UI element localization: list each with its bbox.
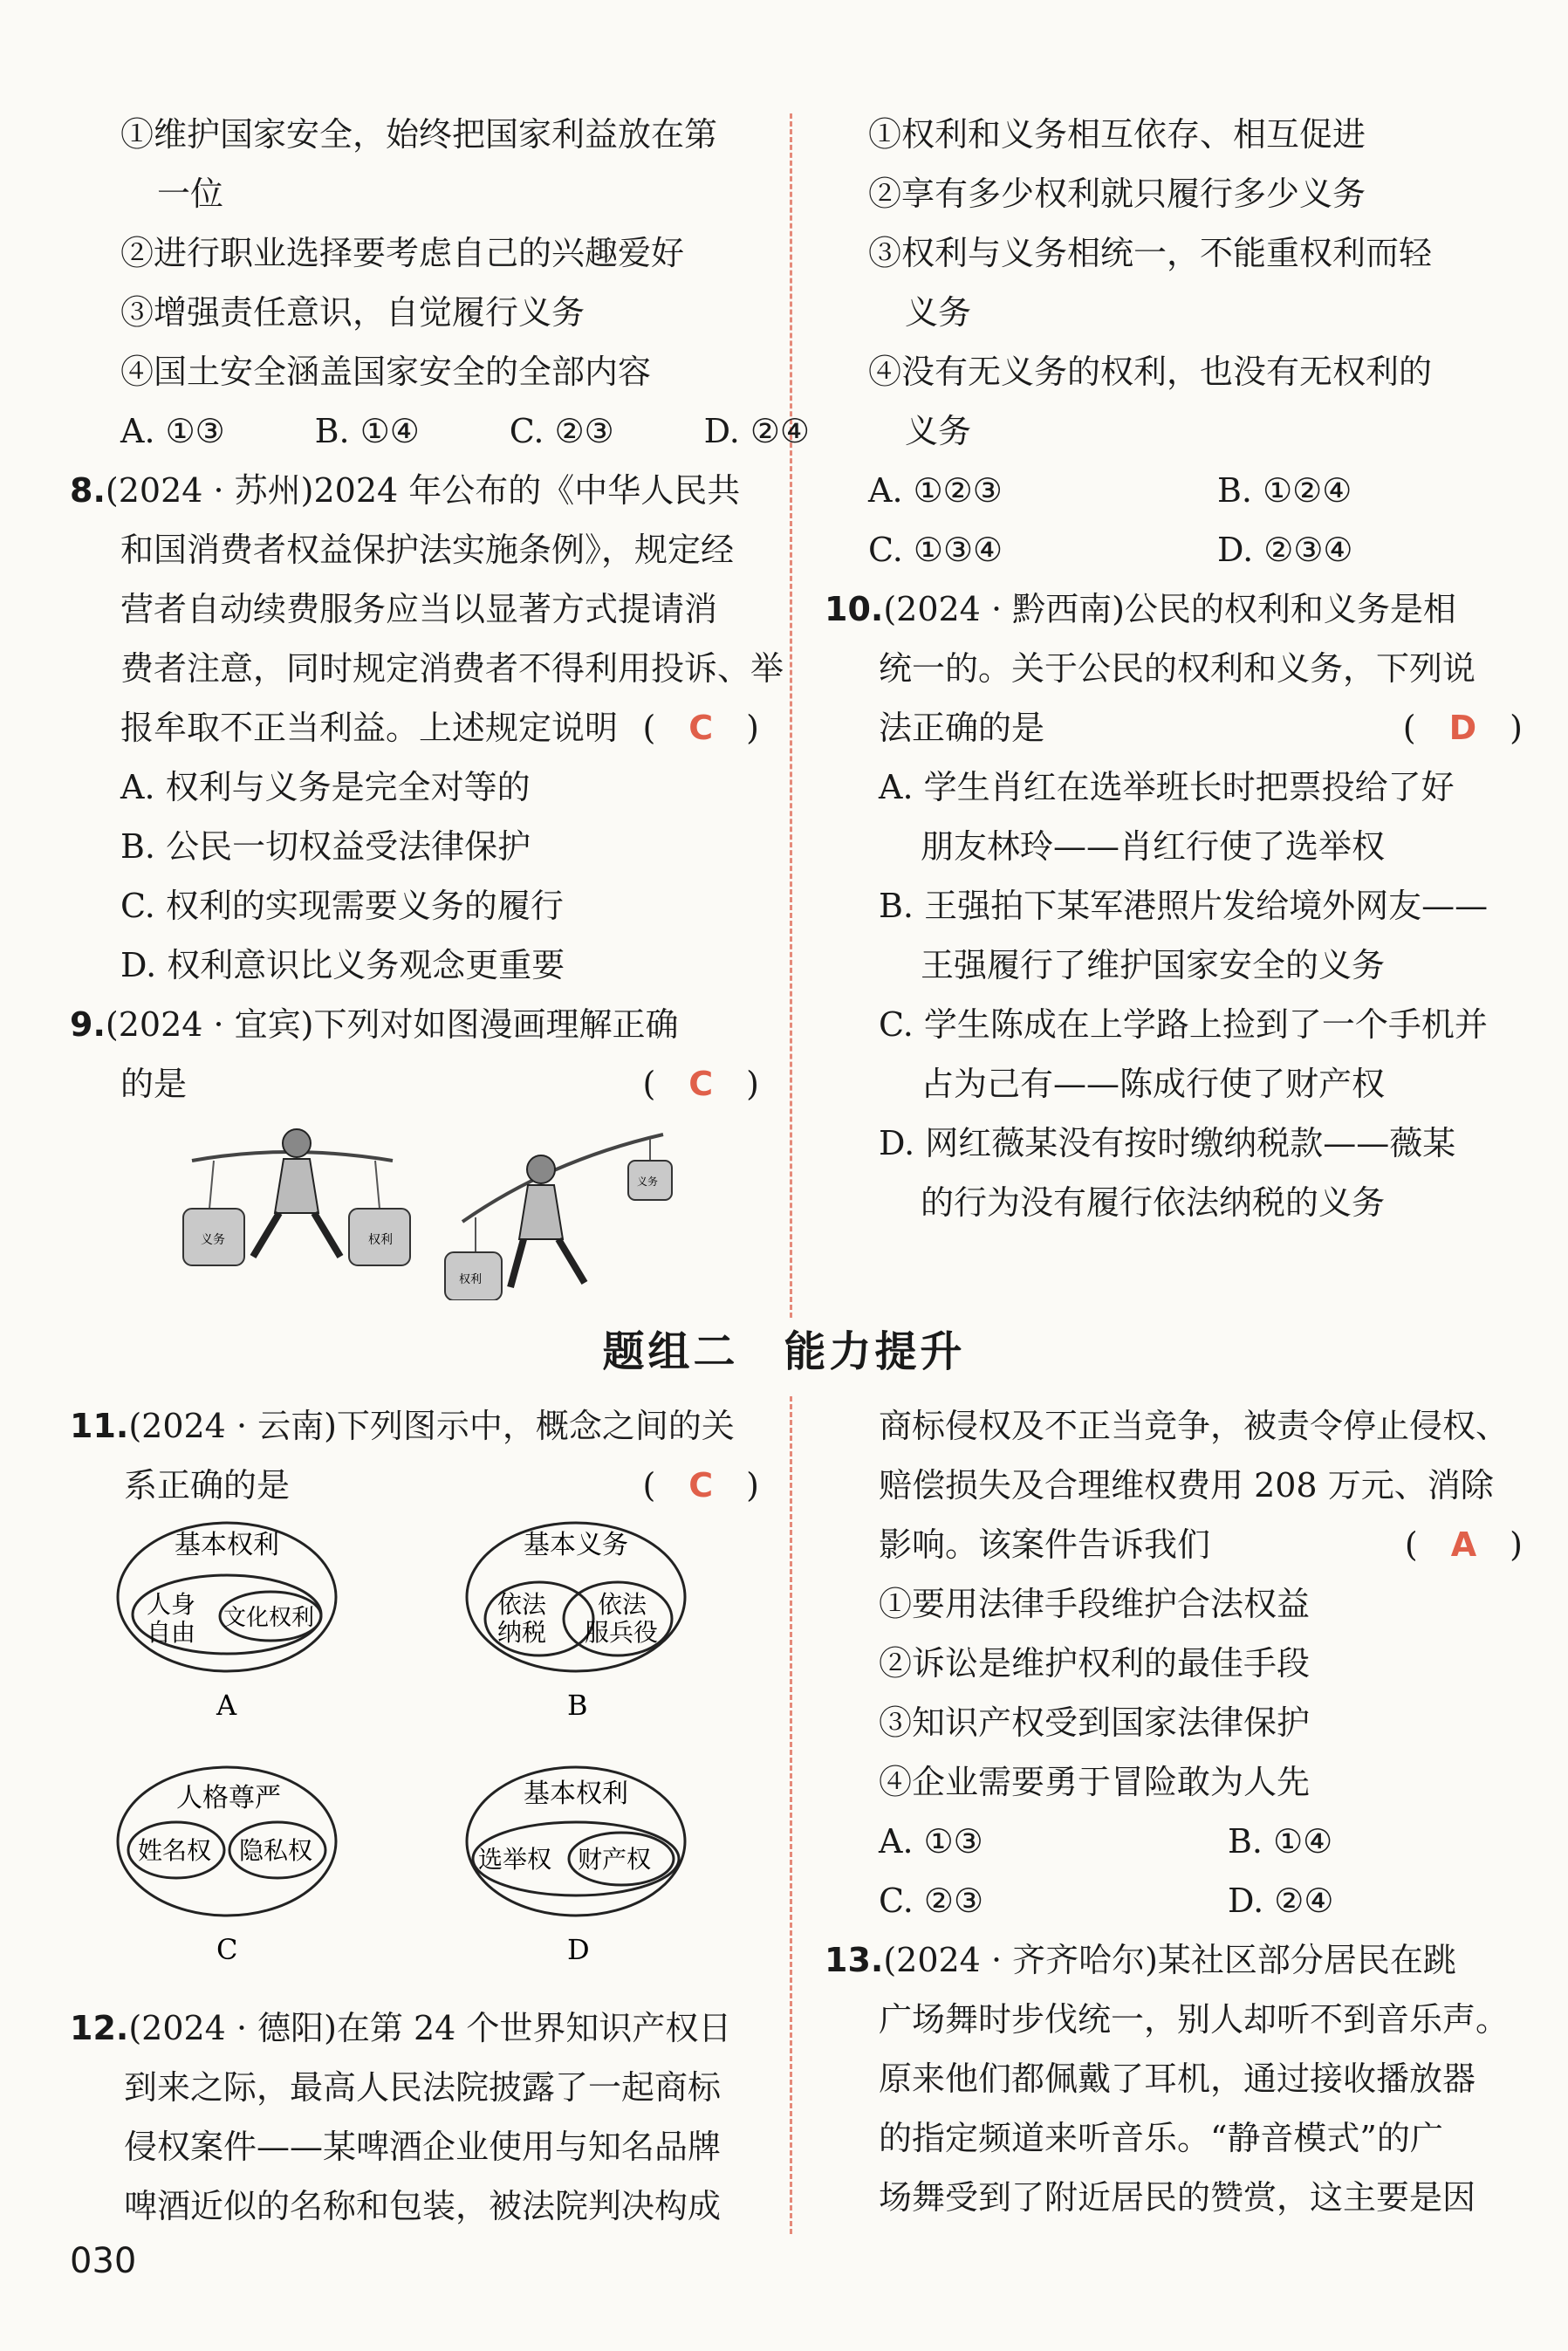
q8-option-c: C. 权利的实现需要义务的履行: [120, 887, 564, 925]
q10-option-c-cont: 占为己有——陈成行使了财产权: [921, 1065, 1386, 1103]
q10-line-2: 统一的。关于公民的权利和义务，下列说: [879, 649, 1476, 688]
q12-option-b: B. ①④: [1228, 1822, 1333, 1861]
q9-text-1: (2024 · 宜宾)下列对如图漫画理解正确: [105, 1005, 679, 1044]
cartoon-label-1: 义务: [201, 1233, 225, 1247]
q12-line-2: 到来之际，最高人民法院披露了一起商标: [124, 2068, 722, 2107]
q12-answer-paren: ( A ): [1404, 1525, 1523, 1564]
diagram-a-outer: 基本权利: [175, 1530, 279, 1560]
q13-number: 13.: [825, 1941, 884, 1979]
q10-answer-paren: ( D ): [1402, 709, 1523, 747]
q12-answer: A: [1450, 1525, 1477, 1564]
q12-cont-text-3: 影响。该案件告诉我们: [879, 1525, 1211, 1564]
q9-option-d: D. ②③④: [1217, 531, 1353, 569]
q7-option-a: A. ①③: [120, 412, 225, 450]
cartoon-label-3: 权利: [459, 1273, 483, 1286]
q13-line-4: 的指定频道来听音乐。“静音模式”的广: [879, 2119, 1443, 2157]
q10-option-a: A. 学生肖红在选举班长时把票投给了好: [879, 768, 1455, 806]
q8-line-1: [70, 461, 759, 520]
q11-line-1: [70, 1396, 759, 1456]
q7-item-1-cont: 一位: [157, 175, 224, 213]
q7-option-c: C. ②③: [509, 412, 614, 450]
left-lower-column: [70, 1396, 759, 1515]
q11-answer-paren: ( C ): [642, 1466, 759, 1505]
diagram-d-b: 财产权: [578, 1845, 652, 1874]
diagram-b-a2: 纳税: [497, 1618, 547, 1647]
q10-option-c: C. 学生陈成在上学路上捡到了一个手机并: [879, 1005, 1488, 1044]
q12-text-1: (2024 · 德阳)在第 24 个世界知识产权日: [128, 2009, 732, 2047]
diagram-b-b2: 服兵役: [585, 1618, 659, 1647]
diagram-c: [118, 1767, 336, 1966]
cartoon-label-2: 权利: [368, 1233, 393, 1247]
q12-option-d: D. ②④: [1228, 1881, 1334, 1920]
q7-option-d: D. ②④: [703, 412, 810, 450]
q8-option-d: D. 权利意识比义务观念更重要: [120, 946, 565, 984]
q13-text-1: (2024 · 齐齐哈尔)某社区部分居民在跳: [883, 1941, 1456, 1979]
diagram-c-b: 隐私权: [239, 1836, 313, 1865]
q11-text-1: (2024 · 云南)下列图示中，概念之间的关: [128, 1407, 735, 1445]
q9-option-b: B. ①②④: [1217, 471, 1352, 510]
q11-answer: C: [688, 1466, 714, 1505]
diagram-d-outer: 基本权利: [524, 1779, 628, 1809]
diagram-a-inner-a2: 自由: [147, 1618, 196, 1647]
q13-line-3: 原来他们都佩戴了耳机，通过接收播放器: [879, 2060, 1476, 2098]
q10-option-d-cont: 的行为没有履行依法纳税的义务: [921, 1183, 1386, 1222]
diagram-b-b1: 依法: [598, 1590, 647, 1619]
q9-item-3-cont: 义务: [905, 293, 972, 332]
diagram-b: [467, 1523, 685, 1722]
cartoon-balanced-figure: [183, 1129, 410, 1265]
q7-item-4: ④国土安全涵盖国家安全的全部内容: [120, 353, 652, 391]
q11-diagrams: [113, 1510, 742, 1981]
q12-block: [70, 1998, 759, 2236]
diagram-d-a: 选举权: [478, 1845, 552, 1874]
q9-options-row-1: [825, 461, 1523, 520]
q10-option-b-cont: 王强履行了维护国家安全的义务: [921, 946, 1386, 984]
diagram-d-letter: D: [567, 1933, 590, 1966]
q12-option-a: A. ①③: [879, 1822, 983, 1861]
q9-text-2: 的是: [120, 1065, 188, 1103]
q7-item-2: ②进行职业选择要考虑自己的兴趣爱好: [120, 234, 685, 272]
q8-option-b: B. 公民一切权益受法律保护: [120, 827, 531, 866]
column-divider-top: [790, 113, 792, 1318]
head-icon: [527, 1155, 555, 1183]
q12-item-3: ③知识产权受到国家法律保护: [879, 1703, 1311, 1742]
head-icon: [283, 1129, 311, 1157]
column-divider-bottom: [790, 1396, 792, 2234]
section-title: 题组二 能力提升: [602, 1327, 966, 1376]
q9-answer: C: [688, 1065, 714, 1103]
q9-item-3: ③权利与义务相统一，不能重权利而轻: [868, 234, 1433, 272]
diagram-a-inner-a1: 人身: [147, 1590, 196, 1619]
q11-text-2: 系正确的是: [124, 1466, 291, 1505]
page-number: 030: [70, 2241, 137, 2281]
q10-text-3: 法正确的是: [879, 709, 1045, 747]
right-lower-column: [825, 1396, 1523, 2227]
q7-item-3: ③增强责任意识，自觉履行义务: [120, 293, 585, 332]
diagram-a-letter: A: [216, 1689, 237, 1722]
q9-item-4-cont: 义务: [905, 412, 972, 450]
q9-line-2: [70, 1054, 759, 1114]
q8-line-2: 和国消费者权益保护法实施条例》，规定经: [120, 531, 735, 569]
q12-cont-line-3: [825, 1515, 1523, 1574]
q10-number: 10.: [825, 590, 884, 628]
q9-answer-paren: ( C ): [642, 1065, 759, 1103]
left-column: [70, 105, 810, 1114]
diagram-b-outer: 基本义务: [524, 1530, 628, 1560]
q8-line-3: 营者自动续费服务应当以显著方式提请消: [120, 590, 718, 628]
q9-item-1: ①权利和义务相互依存、相互促进: [868, 115, 1366, 154]
q13-line-1: [825, 1930, 1523, 1990]
q12-item-4: ④企业需要勇于冒险敢为人先: [879, 1763, 1311, 1801]
diagram-c-a: 姓名权: [138, 1836, 212, 1865]
cartoon-label-4: 义务: [637, 1176, 659, 1188]
q13-line-5: 场舞受到了附近居民的赞赏，这主要是因: [879, 2178, 1476, 2217]
diagram-c-letter: C: [216, 1933, 238, 1966]
q8-line-5: [70, 698, 759, 757]
q9-number: 9.: [70, 1005, 106, 1044]
q10-text-1: (2024 · 黔西南)公民的权利和义务是相: [883, 590, 1456, 628]
q8-text-5: 报牟取不正当利益。上述规定说明: [120, 709, 619, 747]
diagram-c-outer: 人格尊严: [176, 1783, 281, 1813]
q12-item-2: ②诉讼是维护权利的最佳手段: [879, 1644, 1311, 1683]
q12-option-c: C. ②③: [879, 1881, 984, 1920]
cartoon-unbalanced-figure: [445, 1134, 672, 1300]
q10-answer: D: [1448, 709, 1477, 747]
q9-option-c: C. ①③④: [868, 531, 1003, 569]
q8-line-4: 费者注意，同时规定消费者不得利用投诉、举: [120, 649, 784, 688]
q7-item-1: ①维护国家安全，始终把国家利益放在第: [120, 115, 718, 154]
q12-cont-line-1: 商标侵权及不正当竞争，被责令停止侵权、: [879, 1407, 1510, 1445]
q12-item-1: ①要用法律手段维护合法权益: [879, 1585, 1311, 1623]
q9-cartoon: [175, 1126, 698, 1300]
q12-line-3: 侵权案件——某啤酒企业使用与知名品牌: [124, 2128, 722, 2166]
q12-line-4: 啤酒近似的名称和包装，被法院判决构成: [124, 2187, 722, 2225]
q10-option-d: D. 网红薇某没有按时缴纳税款——薇某: [879, 1124, 1456, 1162]
diagram-d: [467, 1767, 685, 1966]
q10-option-a-cont: 朋友林玲——肖红行使了选举权: [921, 827, 1386, 866]
q9-item-4: ④没有无义务的权利，也没有无权利的: [868, 353, 1433, 391]
q11-line-2: [70, 1456, 759, 1515]
q11-number: 11.: [70, 1407, 129, 1445]
q9-line-1: [70, 995, 759, 1054]
q13-line-2: 广场舞时步伐统一，别人却听不到音乐声。: [879, 2000, 1510, 2039]
q12-line-1: [70, 1998, 759, 2058]
q9-option-a: A. ①②③: [868, 471, 1003, 510]
diagram-b-a1: 依法: [497, 1590, 547, 1619]
q12-options-row-1: [825, 1812, 1523, 1871]
q9-item-2: ②享有多少权利就只履行多少义务: [868, 175, 1366, 213]
q8-answer-paren: ( C ): [642, 709, 759, 747]
q7-option-b: B. ①④: [314, 412, 420, 450]
q8-text-1: (2024 · 苏州)2024 年公布的《中华人民共: [105, 471, 741, 510]
q12-cont-line-2: 赔偿损失及合理维权费用 208 万元、消除: [879, 1466, 1494, 1505]
q8-answer: C: [688, 709, 714, 747]
q10-line-1: [825, 579, 1523, 639]
q7-options: [70, 401, 810, 461]
q8-option-a: A. 权利与义务是完全对等的: [120, 768, 531, 806]
diagram-a-inner-b: 文化权利: [223, 1605, 315, 1631]
q12-number: 12.: [70, 2009, 129, 2047]
q9-options-row-2: [825, 520, 1523, 579]
q12-options-row-2: [825, 1871, 1523, 1930]
diagram-a: [118, 1523, 336, 1722]
q10-line-3: [825, 698, 1523, 757]
right-column: [825, 105, 1523, 1232]
q10-option-b: B. 王强拍下某军港照片发给境外网友——: [879, 887, 1489, 925]
q8-number: 8.: [70, 471, 106, 510]
diagram-b-letter: B: [567, 1689, 588, 1722]
